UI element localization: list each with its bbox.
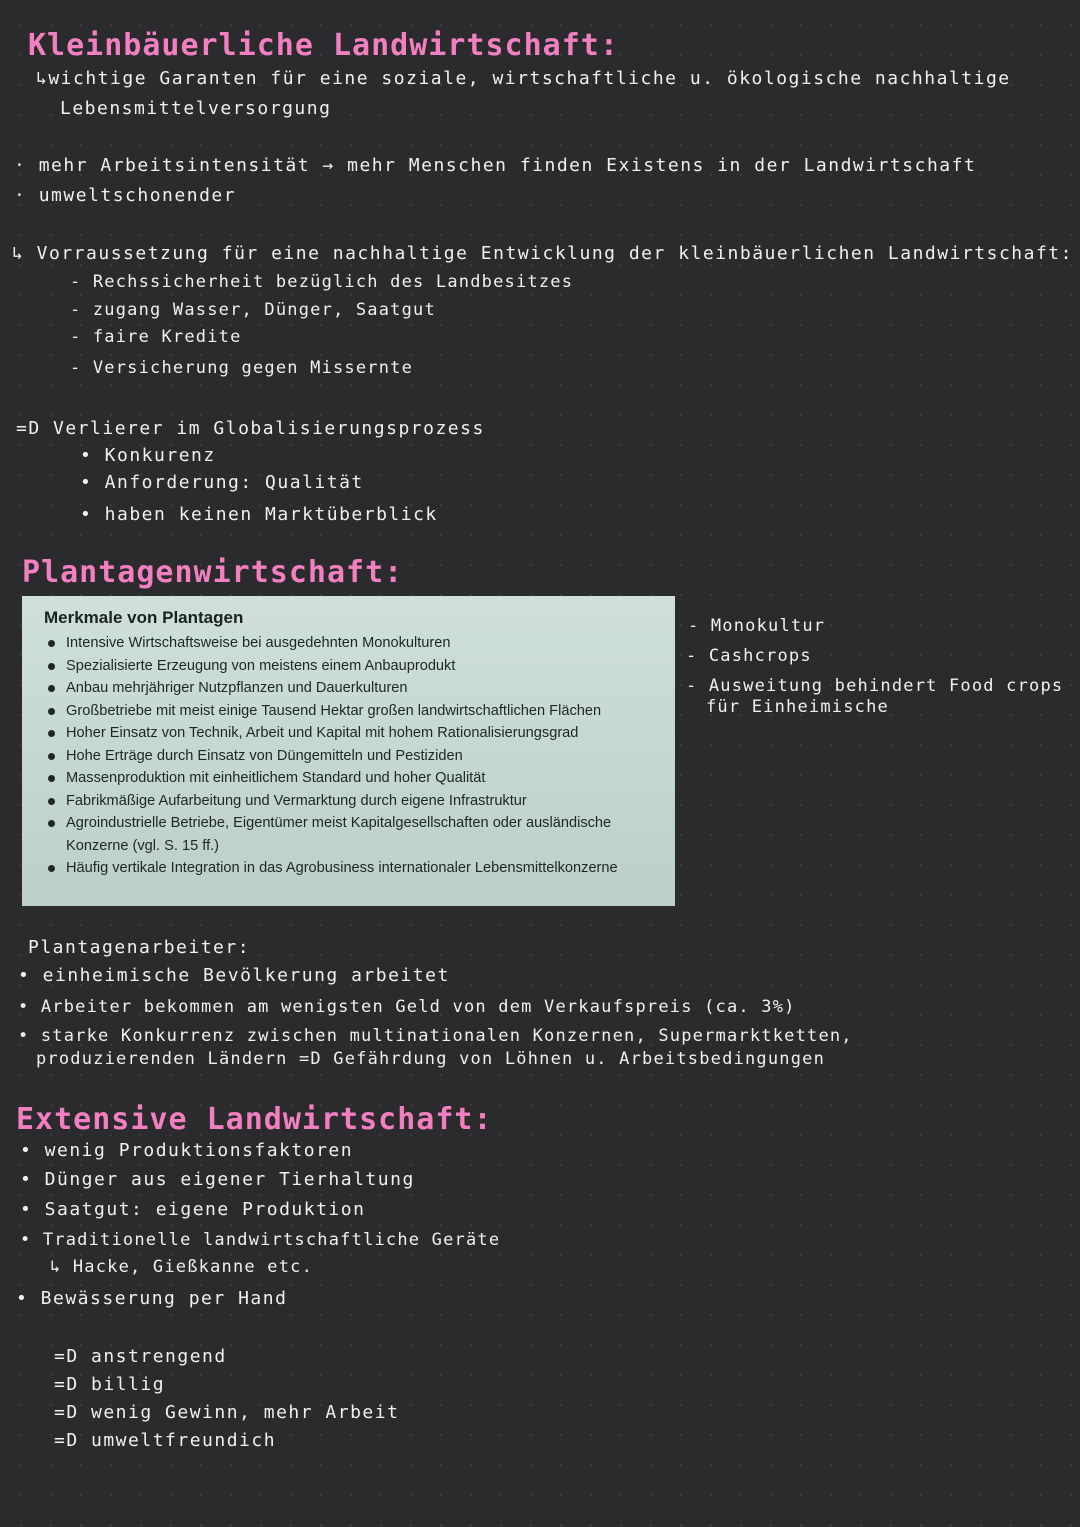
merkmal-item: Massenproduktion mit einheitlichem Standard und hoher Qualität <box>44 767 657 790</box>
voraussetzung-item: - Versicherung gegen Missernte <box>70 358 414 378</box>
verlierer-item: • Konkurenz <box>80 445 216 466</box>
heading-extensiv: Extensive Landwirtschaft: <box>16 1102 493 1137</box>
merkmal-item: Hohe Erträge durch Einsatz von Düngemitteln und Pestiziden <box>44 745 657 768</box>
arbeiter-item: • einheimische Bevölkerung arbeitet <box>18 965 450 986</box>
merkmale-list <box>44 632 657 880</box>
conclusion-item: =D anstrengend <box>54 1346 227 1367</box>
heading-plantagen: Plantagenwirtschaft: <box>22 555 404 590</box>
merkmal-item: Häufig vertikale Integration in das Agrobusiness internationaler Lebensmittelkonzerne <box>44 857 657 880</box>
side-note: - Ausweitung behindert Food crops <box>686 676 1064 696</box>
voraussetzung-item: - zugang Wasser, Dünger, Saatgut <box>70 300 436 320</box>
merkmal-item: Hoher Einsatz von Technik, Arbeit und Kapital mit hohem Rationalisierungsgrad <box>44 722 657 745</box>
side-note: für Einheimische <box>706 697 889 717</box>
bullet-umweltschonender: · umweltschonender <box>14 185 237 206</box>
merkmal-item: Agroindustrielle Betriebe, Eigentümer meist Kapitalgesellschaften oder ausländische Konzerne (vgl. S. 15 ff.) <box>44 812 657 857</box>
voraussetzung-item: - faire Kredite <box>70 327 242 347</box>
arbeiter-item: produzierenden Ländern =D Gefährdung von Löhnen u. Arbeitsbedingungen <box>36 1049 826 1069</box>
bullet-arbeitsintensitaet: · mehr Arbeitsintensität → mehr Menschen finden Existens in der Landwirtschaft <box>14 155 977 176</box>
verlierer-item: • haben keinen Marktüberblick <box>80 504 438 525</box>
plantagen-merkmale-photo <box>22 596 675 906</box>
arbeiter-item: • starke Konkurrenz zwischen multinationalen Konzernen, Supermarktketten, <box>18 1026 853 1046</box>
extensiv-item: • Traditionelle landwirtschaftliche Geräte <box>20 1230 501 1250</box>
intro-line-2: Lebensmittelversorgung <box>60 98 332 119</box>
arbeiter-item: • Arbeiter bekommen am wenigsten Geld von dem Verkaufspreis (ca. 3%) <box>18 997 796 1017</box>
merkmal-item: Fabrikmäßige Aufarbeitung und Vermarktung durch eigene Infrastruktur <box>44 790 657 813</box>
extensiv-item: • Dünger aus eigener Tierhaltung <box>20 1169 415 1190</box>
side-note: - Cashcrops <box>686 646 812 666</box>
extensiv-item: ↳ Hacke, Gießkanne etc. <box>50 1257 314 1277</box>
conclusion-item: =D billig <box>54 1374 166 1395</box>
voraussetzung-item: - Rechssicherheit bezüglich des Landbesitzes <box>70 272 574 292</box>
merkmal-item: Anbau mehrjähriger Nutzpflanzen und Dauerkulturen <box>44 677 657 700</box>
bullet-text: mehr Arbeitsintensität → mehr Menschen finden Existens in der Landwirtschaft <box>38 155 977 176</box>
merkmal-item: Spezialisierte Erzeugung von meistens einem Anbauprodukt <box>44 655 657 678</box>
extensiv-item: • Saatgut: eigene Produktion <box>20 1199 366 1220</box>
arbeiter-title: Plantagenarbeiter: <box>28 937 251 958</box>
photo-title: Merkmale von Plantagen <box>44 608 244 627</box>
verlierer-item: • Anforderung: Qualität <box>80 472 364 493</box>
side-note: - Monokultur <box>688 616 826 636</box>
heading-kleinbauerlich: Kleinbäuerliche Landwirtschaft: <box>28 28 619 63</box>
bullet-text: umweltschonender <box>38 185 237 206</box>
verlierer-title: =D Verlierer im Globalisierungsprozess <box>16 418 485 439</box>
conclusion-item: =D umweltfreundich <box>54 1430 277 1451</box>
merkmal-item: Großbetriebe mit meist einige Tausend Hektar großen landwirtschaftlichen Flächen <box>44 700 657 723</box>
extensiv-item: • wenig Produktionsfaktoren <box>20 1140 354 1161</box>
extensiv-item: • Bewässerung per Hand <box>16 1288 288 1309</box>
conclusion-item: =D wenig Gewinn, mehr Arbeit <box>54 1402 400 1423</box>
merkmal-item: Intensive Wirtschaftsweise bei ausgedehnten Monokulturen <box>44 632 657 655</box>
voraussetzung-title: ↳ Vorraussetzung für eine nachhaltige Entwicklung der kleinbäuerlichen Landwirtschaft: <box>12 243 1073 264</box>
intro-line-1: ↳wichtige Garanten für eine soziale, wirtschaftliche u. ökologische nachhaltige <box>36 68 1011 89</box>
